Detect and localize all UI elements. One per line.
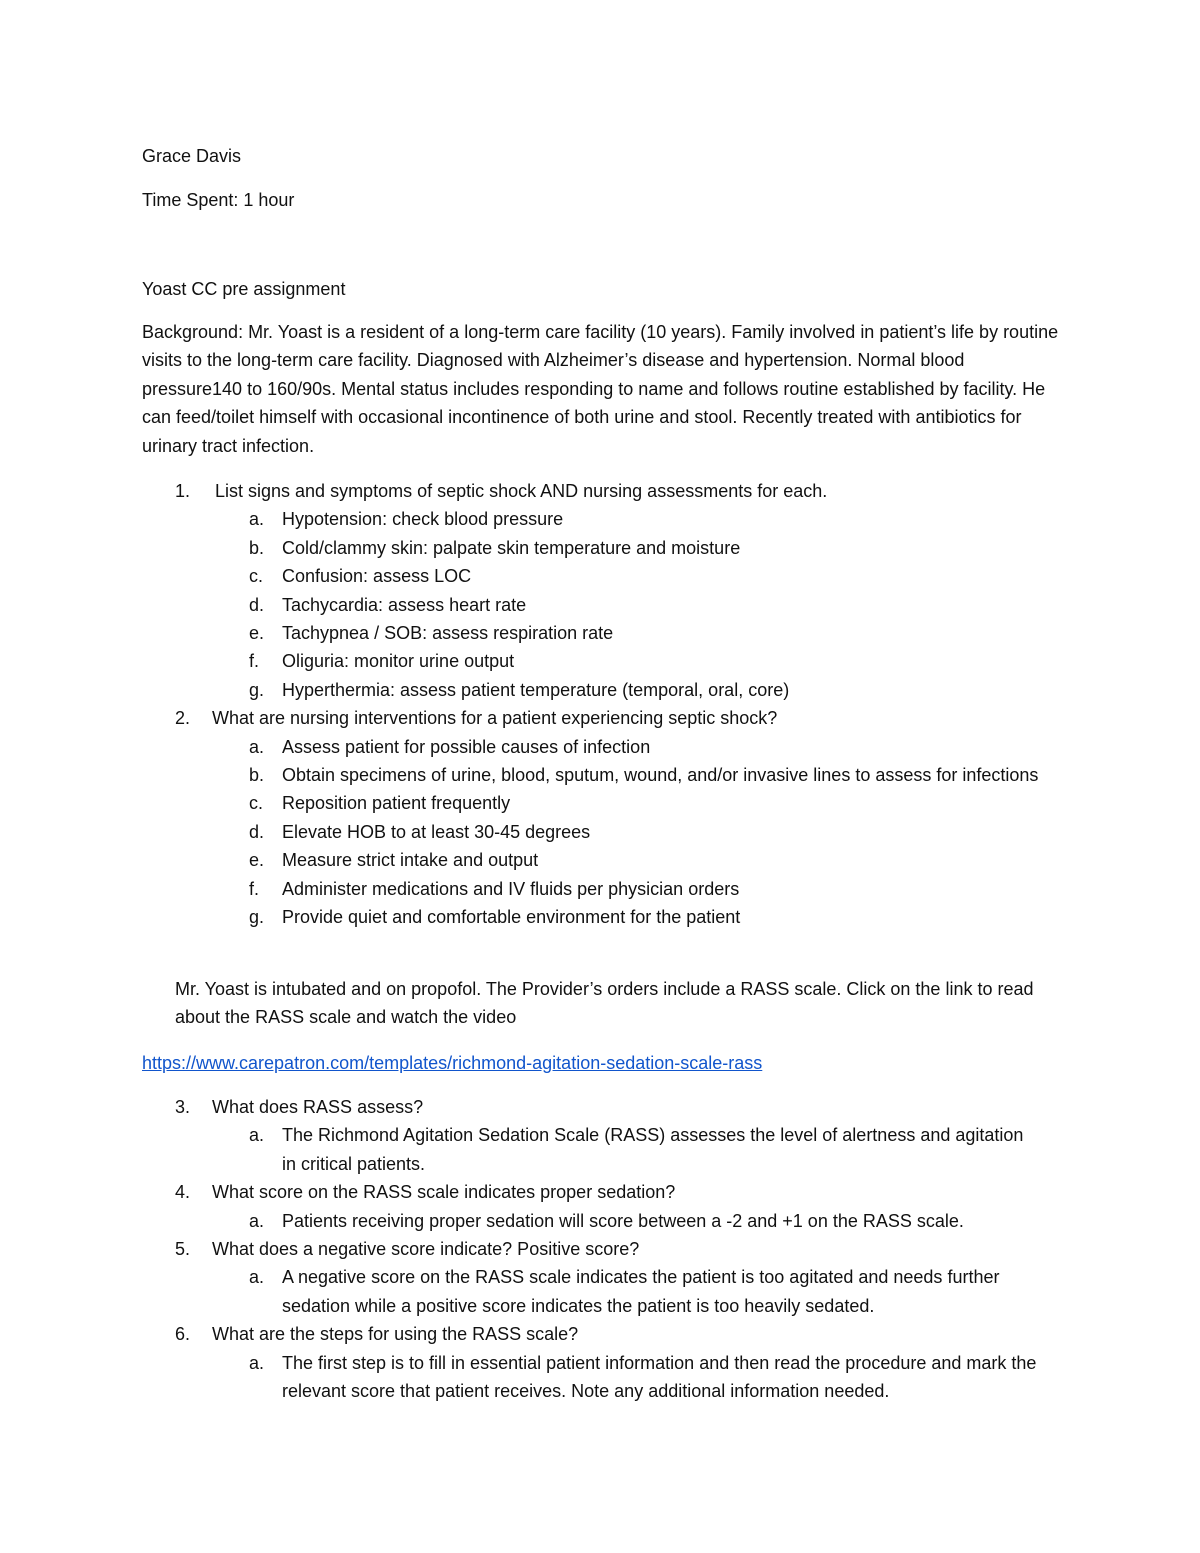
question-text: What score on the RASS scale indicates proper sedation? [212,1182,676,1203]
question-1 [0,477,1200,505]
question-4 [0,1178,1200,1206]
answer-letter: a. [249,509,265,530]
answer-text: Cold/clammy skin: palpate skin temperature and moisture [282,537,741,558]
answer-item [0,846,1200,874]
answer-item [0,505,1200,533]
time-spent: Time Spent: 1 hour [142,190,295,210]
question-2 [0,704,1200,732]
answer-letter: e. [249,623,265,644]
question-number: 6. [175,1324,191,1345]
background-paragraph: Background: Mr. Yoast is a resident of a long-term care facility (10 years). Family involved in patient’s life by routine visits to the long-term care facility. Diagnosed with Alzheimer’s disease and hypertension. Normal blood pressure140 to 160/90s. Mental status includes responding to name and follows routine established by facility. He can feed/toilet himself with occasional incontinence of both urine and stool. Recently treated with antibiotics for urinary tract infection. [142,322,1059,456]
answer-letter: d. [249,821,265,842]
rass-link[interactable]: https://www.carepatron.com/templates/richmond-agitation-sedation-scale-rass [142,1053,763,1073]
answer-text: The first step is to fill in essential patient information and then read the procedure and mark the relevant score that patient receives. Note any additional information needed. [282,1352,1037,1402]
answer-text: Obtain specimens of urine, blood, sputum, wound, and/or invasive lines to assess for infections [282,765,1039,786]
answer-item [0,591,1200,619]
answer-item [0,1207,1200,1235]
question-number: 1. [175,481,191,501]
answer-letter: d. [249,594,265,615]
answer-item [0,761,1200,789]
answer-text: Hyperthermia: assess patient temperature (temporal, oral, core) [282,679,790,700]
answer-text: Elevate HOB to at least 30-45 degrees [282,821,591,842]
answer-letter: a. [249,1125,265,1146]
answer-item [0,903,1200,931]
answer-letter: a. [249,736,265,757]
answer-text: Oliguria: monitor urine output [282,651,515,672]
answer-item [0,647,1200,675]
question-3 [0,1093,1200,1121]
question-number: 2. [175,708,191,729]
question-text: What does a negative score indicate? Positive score? [212,1239,640,1260]
answer-letter: f. [249,878,260,899]
assignment-title: Yoast CC pre assignment [142,279,346,299]
answer-letter: a. [249,1352,265,1373]
answer-item [0,733,1200,761]
answer-item [0,619,1200,647]
answer-item [0,562,1200,590]
answer-item [0,676,1200,704]
answer-text: A negative score on the RASS scale indicates the patient is too agitated and needs further sedation while a positive score indicates the patient is too heavily sedated. [282,1267,1000,1316]
answer-letter: a. [249,1210,265,1231]
answer-text: Hypotension: check blood pressure [282,509,564,530]
answer-letter: a. [249,1267,265,1288]
answer-letter: f. [249,651,260,672]
answer-text: Reposition patient frequently [282,793,511,814]
answer-letter: c. [249,566,264,587]
answer-letter: c. [249,793,264,814]
answer-text: Tachycardia: assess heart rate [282,594,527,615]
answer-text: Administer medications and IV fluids per physician orders [282,878,740,899]
answer-item [0,1263,1200,1320]
question-number: 3. [175,1097,191,1117]
question-text: What does RASS assess? [212,1097,424,1117]
answer-item [0,1349,1200,1406]
question-number: 4. [175,1182,191,1203]
question-6 [0,1320,1200,1348]
author-name: Grace Davis [142,146,242,166]
answer-letter: b. [249,537,265,558]
answer-text: The Richmond Agitation Sedation Scale (RASS) assesses the level of alertness and agitation in critical patients. [282,1125,1024,1174]
answer-text: Tachypnea / SOB: assess respiration rate [282,623,614,644]
question-5 [0,1235,1200,1263]
answer-text: Measure strict intake and output [282,850,539,871]
answer-letter: g. [249,679,265,700]
rass-intro-paragraph: Mr. Yoast is intubated and on propofol. The Provider’s orders include a RASS scale. Click on the link to read about the RASS scale and watch the video [175,979,1034,1028]
question-text: List signs and symptoms of septic shock AND nursing assessments for each. [215,481,828,501]
answer-text: Provide quiet and comfortable environment for the patient [282,907,741,928]
answer-letter: b. [249,765,265,786]
answer-text: Confusion: assess LOC [282,566,472,587]
answer-item [0,818,1200,846]
answer-item [0,1121,1200,1178]
question-text: What are the steps for using the RASS scale? [212,1324,579,1345]
answer-item [0,875,1200,903]
answer-text: Patients receiving proper sedation will score between a -2 and +1 on the RASS scale. [282,1210,964,1231]
question-list-part1 [0,477,1200,932]
answer-letter: g. [249,907,265,928]
question-text: What are nursing interventions for a patient experiencing septic shock? [212,708,778,729]
answer-item [0,789,1200,817]
question-number: 5. [175,1239,191,1260]
answer-item [0,534,1200,562]
answer-letter: e. [249,850,265,871]
question-list-part2 [0,1093,1200,1405]
answer-text: Assess patient for possible causes of infection [282,736,651,757]
